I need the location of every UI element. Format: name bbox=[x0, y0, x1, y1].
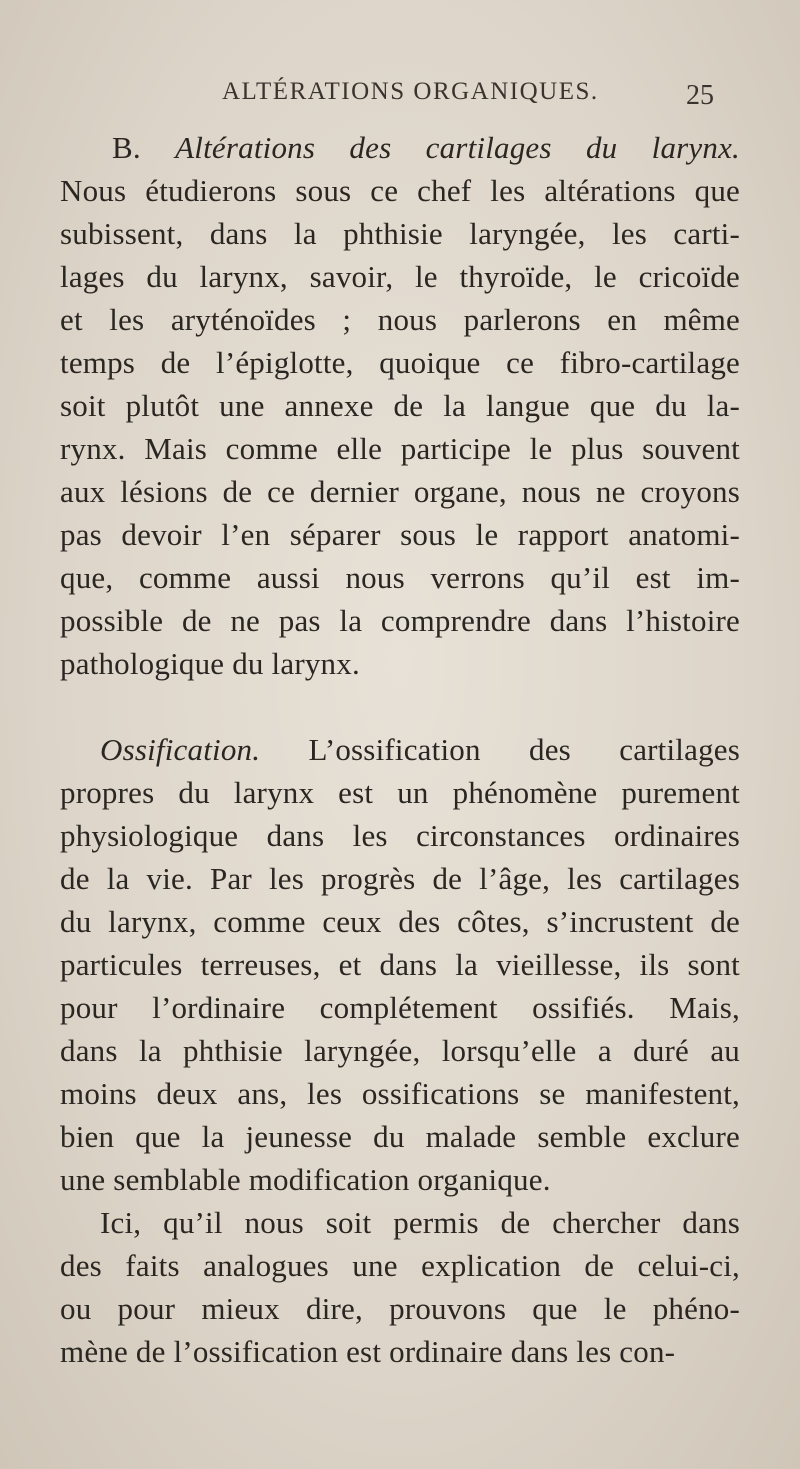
line-text: rynx. Mais comme elle participe le plus souvent bbox=[60, 431, 740, 466]
line-text: Nous étudierons sous ce chef les altérations que bbox=[60, 173, 740, 208]
line-text: et les aryténoïdes ; nous parlerons en même bbox=[60, 302, 740, 337]
text-line bbox=[60, 988, 740, 1028]
page-number: 25 bbox=[686, 80, 714, 111]
line-text: physiologique dans les circonstances ordinaires bbox=[60, 818, 740, 853]
line-text: moins deux ans, les ossifications se manifestent, bbox=[60, 1076, 740, 1111]
line-text: L’ossification des cartilages bbox=[260, 732, 740, 767]
text-line bbox=[60, 902, 740, 942]
text-line bbox=[60, 1289, 740, 1329]
text-line bbox=[60, 171, 740, 211]
line-text: du larynx, comme ceux des côtes, s’incrustent de bbox=[60, 904, 740, 939]
line-text: temps de l’épiglotte, quoique ce fibro-cartilage bbox=[60, 345, 740, 380]
text-line bbox=[60, 515, 740, 555]
text-line bbox=[60, 1031, 740, 1071]
text-line bbox=[60, 257, 740, 297]
text-line bbox=[100, 730, 740, 770]
running-head bbox=[0, 78, 800, 118]
line-text: dans la phthisie laryngée, lorsqu’elle a duré au bbox=[60, 1033, 740, 1068]
text-line bbox=[60, 343, 740, 383]
line-text: des faits analogues une explication de celui-ci, bbox=[60, 1248, 740, 1283]
line-text: pour l’ordinaire complétement ossifiés. Mais, bbox=[60, 990, 740, 1025]
line-text: de la vie. Par les progrès de l’âge, les cartilages bbox=[60, 861, 740, 896]
text-line bbox=[60, 945, 740, 985]
line-text: lages du larynx, savoir, le thyroïde, le cricoïde bbox=[60, 259, 740, 294]
italic-text: Ossification. bbox=[100, 732, 261, 767]
line-text: subissent, dans la phthisie laryngée, les carti- bbox=[60, 216, 740, 251]
text-line bbox=[112, 128, 740, 168]
text-line bbox=[60, 386, 740, 426]
text-line bbox=[60, 300, 740, 340]
line-text: bien que la jeunesse du malade semble exclure bbox=[60, 1119, 740, 1154]
text-line bbox=[60, 601, 740, 641]
text-line bbox=[60, 1160, 551, 1200]
italic-text: Altérations des cartilages du larynx. bbox=[175, 130, 740, 165]
text-line bbox=[60, 816, 740, 856]
line-text: pathologique du larynx. bbox=[60, 646, 360, 681]
text-line bbox=[60, 773, 740, 813]
line-text: Ici, qu’il nous soit permis de chercher dans bbox=[100, 1205, 740, 1240]
text-line bbox=[60, 1246, 740, 1286]
line-text: propres du larynx est un phénomène purement bbox=[60, 775, 740, 810]
line-text: que, comme aussi nous verrons qu’il est im- bbox=[60, 560, 740, 595]
line-text: B. bbox=[112, 130, 176, 165]
line-text: pas devoir l’en séparer sous le rapport anatomi- bbox=[60, 517, 740, 552]
text-line bbox=[100, 1203, 740, 1243]
text-line bbox=[60, 214, 740, 254]
text-line bbox=[60, 558, 740, 598]
text-line bbox=[60, 644, 360, 684]
line-text: possible de ne pas la comprendre dans l’histoire bbox=[60, 603, 740, 638]
text-line bbox=[60, 429, 740, 469]
line-text: une semblable modification organique. bbox=[60, 1162, 551, 1197]
text-line bbox=[60, 1074, 740, 1114]
line-text: soit plutôt une annexe de la langue que du la- bbox=[60, 388, 740, 423]
line-text: ou pour mieux dire, prouvons que le phéno- bbox=[60, 1291, 740, 1326]
text-line bbox=[60, 472, 740, 512]
running-title: ALTÉRATIONS ORGANIQUES. bbox=[222, 78, 599, 105]
line-text: particules terreuses, et dans la vieillesse, ils sont bbox=[60, 947, 740, 982]
line-text: aux lésions de ce dernier organe, nous ne croyons bbox=[60, 474, 740, 509]
text-line bbox=[60, 1117, 740, 1157]
text-line bbox=[60, 859, 740, 899]
line-text: mène de l’ossification est ordinaire dans les con- bbox=[60, 1334, 676, 1369]
text-line bbox=[60, 1332, 675, 1372]
